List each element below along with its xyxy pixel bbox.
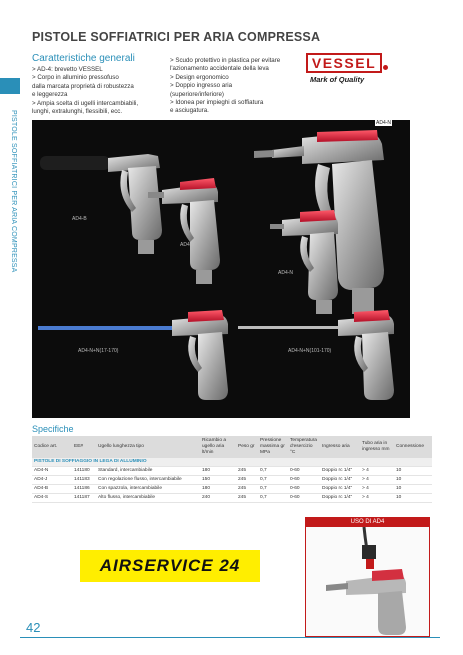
table-cell: Doppio rc 1/4" xyxy=(320,476,360,485)
table-cell: AD4-J xyxy=(32,476,72,485)
feature-line: > Corpo in alluminio pressofuso xyxy=(32,74,119,82)
table-cell: 10 xyxy=(394,485,432,494)
page-divider xyxy=(20,637,440,638)
usage-illustration xyxy=(306,527,430,637)
label-ad4b: AD4-B xyxy=(72,216,87,222)
table-cell: 245 xyxy=(236,494,258,503)
label-long-right: AD4-N+N(101-170) xyxy=(288,348,332,354)
gun-ad4b xyxy=(40,154,162,254)
blow-guns-illustration xyxy=(32,120,410,418)
registered-mark-icon xyxy=(383,65,388,70)
table-cell: > 4 xyxy=(360,476,394,485)
brand-name: VESSEL xyxy=(306,53,382,73)
table-cell: 245 xyxy=(236,485,258,494)
table-cell: 10 xyxy=(394,494,432,503)
column-header: Ugello lunghezza tipo xyxy=(96,436,200,458)
group-label: PISTOLE DI SOFFIAGGIO IN LEGA DI ALLUMINIO xyxy=(32,458,432,467)
table-cell: 141186 xyxy=(72,485,96,494)
table-row xyxy=(32,485,432,494)
table-cell: Doppio rc 1/4" xyxy=(320,467,360,476)
table-row xyxy=(32,476,432,485)
page-title: PISTOLE SOFFIATRICI PER ARIA COMPRESSA xyxy=(32,30,321,44)
brand-tagline: Mark of Quality xyxy=(310,75,365,84)
gun-long-nozzle-right xyxy=(238,310,394,400)
table-cell: > 4 xyxy=(360,485,394,494)
column-header: Temperatura d'esercizio °C xyxy=(288,436,320,458)
table-cell: 141180 xyxy=(72,467,96,476)
table-cell: 245 xyxy=(236,476,258,485)
table-row xyxy=(32,494,432,503)
table-cell: 141183 xyxy=(72,476,96,485)
feature-line: > AD-4: brevetto VESSEL xyxy=(32,66,103,73)
table-cell: 245 xyxy=(236,467,258,476)
table-cell: Doppio rc 1/4" xyxy=(320,485,360,494)
table-header-row xyxy=(32,436,432,458)
table-cell: Alto flusso, intercambiabile xyxy=(96,494,200,503)
table-cell: 150 xyxy=(200,476,236,485)
column-header: Pressione massima gr MPa xyxy=(258,436,288,458)
feature-line: e asciugatura. xyxy=(170,107,209,115)
table-cell: 0-60 xyxy=(288,485,320,494)
column-header: Ricambio a ugello aria lt/min xyxy=(200,436,236,458)
table-cell: Con regolazione flusso, intercambiabile xyxy=(96,476,200,485)
feature-line: > Doppio ingresso aria xyxy=(170,82,233,90)
column-header: Ingresso aria xyxy=(320,436,360,458)
table-cell: AD4-B xyxy=(32,485,72,494)
usage-photo-box xyxy=(305,517,430,637)
label-ad4n-small: AD4-N xyxy=(278,270,294,276)
table-cell: 10 xyxy=(394,476,432,485)
feature-line: lunghi, extralunghi, flessibili, ecc. xyxy=(32,108,123,116)
features-left xyxy=(32,53,170,116)
features-title: Caratteristiche generali xyxy=(32,53,135,64)
specs-table xyxy=(32,436,432,503)
table-cell: Doppio rc 1/4" xyxy=(320,494,360,503)
label-long-left: AD4-N+N(17-170) xyxy=(78,348,119,354)
feature-line: > Ampia scelta di ugelli intercambiabili, xyxy=(32,99,139,107)
column-header: Tubo aria in ingresso mm xyxy=(360,436,394,458)
column-header: Connessione xyxy=(394,436,432,458)
features-right xyxy=(170,57,300,116)
feature-line: e leggerezza xyxy=(32,91,68,99)
vessel-logo xyxy=(306,53,386,91)
column-header: EE# xyxy=(72,436,96,458)
gun-ad4n-small xyxy=(270,210,338,314)
table-row xyxy=(32,467,432,476)
column-header: Codice art. xyxy=(32,436,72,458)
table-cell: 0,7 xyxy=(258,494,288,503)
label-ad4j: AD4-J xyxy=(180,242,194,248)
table-cell: 180 xyxy=(200,467,236,476)
feature-line: > Scudo protettivo in plastica per evitare xyxy=(170,57,281,64)
table-cell: AD4-N xyxy=(32,467,72,476)
table-cell: Standard, intercambiabile xyxy=(96,467,200,476)
table-cell: 180 xyxy=(200,485,236,494)
table-cell: 0,7 xyxy=(258,467,288,476)
table-cell: > 4 xyxy=(360,494,394,503)
airservice-text: AIRSERVICE 24 xyxy=(99,556,241,575)
table-cell: 0-60 xyxy=(288,494,320,503)
airservice-logo xyxy=(80,550,260,582)
side-section-label: PISTOLE SOFFIATRICI PER ARIA COMPRESSA xyxy=(10,110,17,273)
gun-long-nozzle-left xyxy=(38,310,228,400)
table-cell: Con spazzola, intercambiabile xyxy=(96,485,200,494)
table-group-row xyxy=(32,458,432,467)
table-cell: 0,7 xyxy=(258,476,288,485)
feature-line: dalla marcata proprietà di robustezza xyxy=(32,82,134,90)
table-cell: 0-60 xyxy=(288,476,320,485)
product-photo xyxy=(32,120,410,418)
label-ad4n-large: AD4-N xyxy=(376,120,392,126)
table-cell: AD4-S xyxy=(32,494,72,503)
feature-line: (superiore/inferiore) xyxy=(170,90,224,98)
usage-label: USO DI AD4 xyxy=(306,518,429,527)
table-cell: 0,7 xyxy=(258,485,288,494)
table-cell: 141187 xyxy=(72,494,96,503)
specs-title: Specifiche xyxy=(32,424,74,434)
feature-line: > Design ergonomico xyxy=(170,73,229,81)
side-accent-bar xyxy=(0,78,20,94)
page-number: 42 xyxy=(26,620,41,635)
table-cell: > 4 xyxy=(360,467,394,476)
table-cell: 0-60 xyxy=(288,467,320,476)
feature-line: > Idonea per impieghi di soffiatura xyxy=(170,99,264,107)
table-cell: 240 xyxy=(200,494,236,503)
table-cell: 10 xyxy=(394,467,432,476)
feature-line: l'azionamento accidentale della leva xyxy=(170,65,269,73)
column-header: Peso gr xyxy=(236,436,258,458)
